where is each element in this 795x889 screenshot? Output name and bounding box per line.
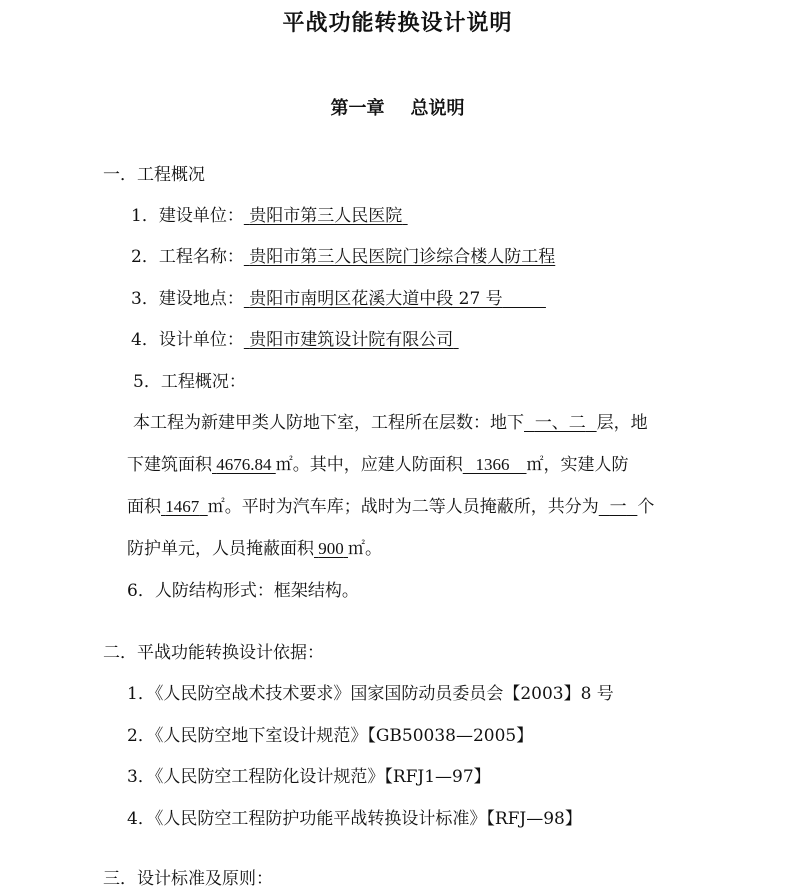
actual-area-value: 1467 xyxy=(165,497,200,516)
building-area-value: 4676.84 xyxy=(216,455,272,474)
section-heading-1: 一．工程概况 xyxy=(103,165,205,185)
floors-value: 一、二 xyxy=(534,413,586,433)
basis-item: 2．《人民防空地下室设计规范》【GB50038—2005】 xyxy=(127,726,534,746)
overview-paragraph-line: 下建筑面积 4676.84 ㎡。其中，应建人防面积 1366 ㎡，实建人防 xyxy=(127,455,629,475)
required-area-value: 1366 xyxy=(475,455,510,474)
item-value: 贵阳市南明区花溪大道中段 27 号 xyxy=(249,289,503,309)
structure-type: 6．人防结构形式：框架结构。 xyxy=(127,581,359,601)
item-value: 贵阳市建筑设计院有限公司 xyxy=(249,330,454,350)
document-title: 平战功能转换设计说明 xyxy=(282,11,513,36)
item-label: 3．建设地点： xyxy=(131,289,244,309)
section-heading-2: 二．平战功能转换设计依据： xyxy=(103,643,324,663)
project-info-item xyxy=(131,242,555,267)
chapter-heading xyxy=(0,94,795,120)
project-info-item xyxy=(131,201,408,226)
item-label: 4．设计单位： xyxy=(131,330,244,350)
item-label: 2．工程名称： xyxy=(131,247,244,267)
overview-label: 5．工程概况： xyxy=(133,372,246,392)
section-heading-3: 三．设计标准及原则： xyxy=(103,869,273,889)
overview-paragraph-line: 本工程为新建甲类人防地下室，工程所在层数：地下 一、二 层，地 xyxy=(133,413,648,433)
overview-paragraph-line: 面积 1467 ㎡。平时为汽车库；战时为二等人员掩蔽所，共分为 一 个 xyxy=(127,497,655,517)
chapter-number: 第一章 xyxy=(330,98,385,119)
units-value: 一 xyxy=(609,497,627,517)
basis-item: 3．《人民防空工程防化设计规范》【RFJ1—97】 xyxy=(127,767,491,787)
item-label: 1．建设单位： xyxy=(131,206,244,226)
basis-item: 4．《人民防空工程防护功能平战转换设计标准》【RFJ—98】 xyxy=(127,809,582,829)
project-info-item xyxy=(131,325,459,350)
item-value: 贵阳市第三人民医院 xyxy=(249,206,403,226)
chapter-name: 总说明 xyxy=(410,98,465,119)
shelter-area-value: 900 xyxy=(318,539,344,558)
overview-paragraph-line: 防护单元，人员掩蔽面积 900 ㎡。 xyxy=(127,539,382,559)
project-info-item xyxy=(131,284,546,309)
item-value: 贵阳市第三人民医院门诊综合楼人防工程 xyxy=(249,247,556,267)
basis-item: 1．《人民防空战术技术要求》国家国防动员委员会【2003】8 号 xyxy=(127,684,614,704)
